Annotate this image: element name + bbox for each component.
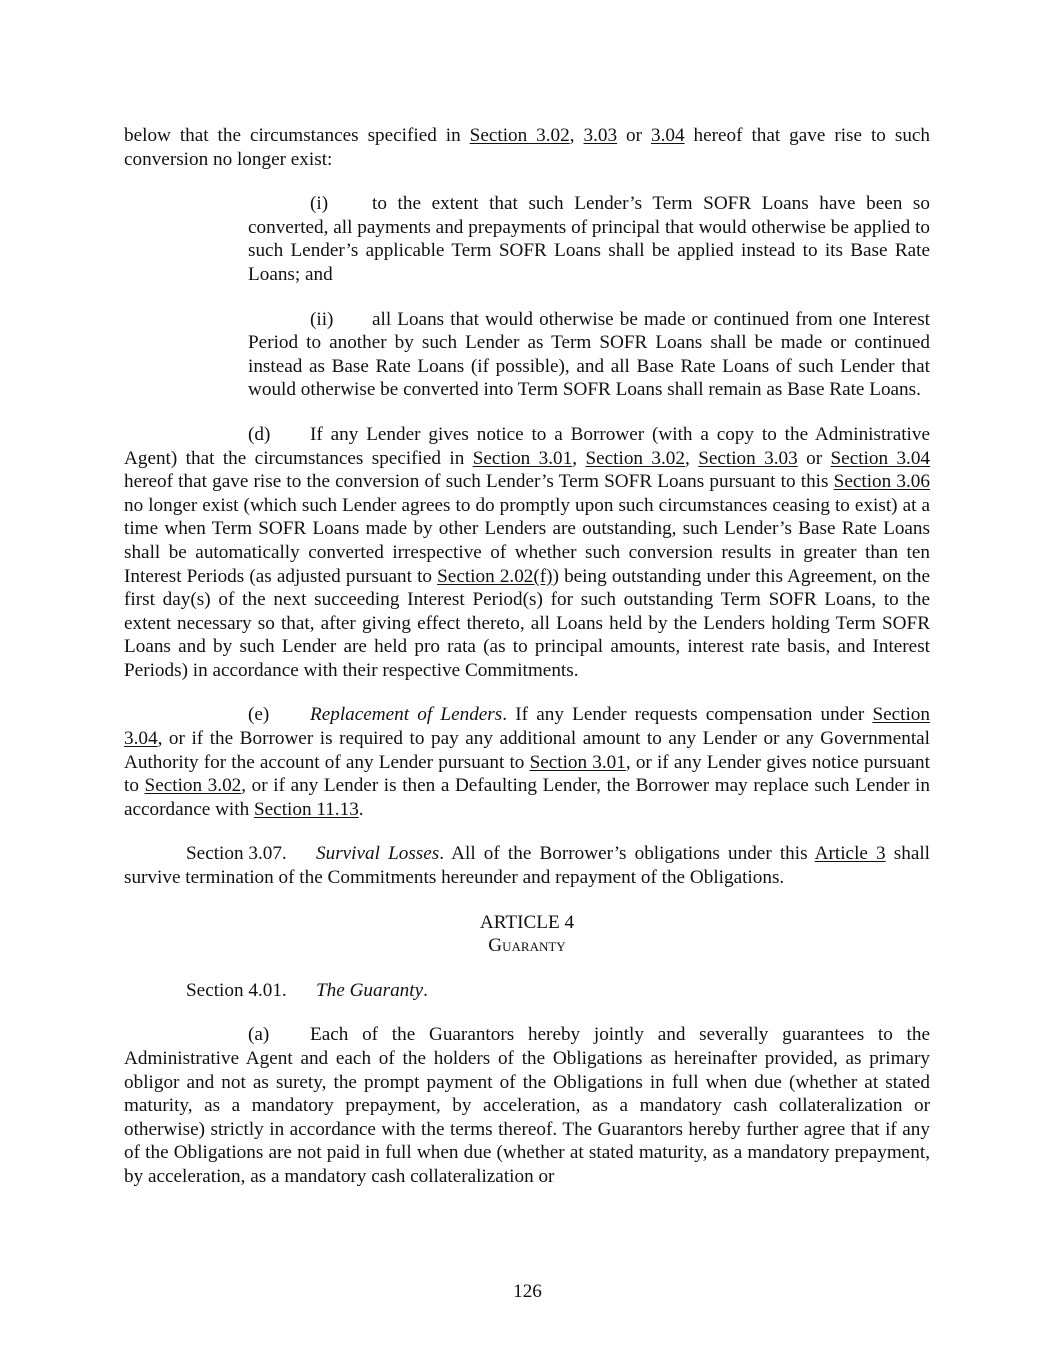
article-number: ARTICLE 4 [479,911,575,933]
paragraph-d-label: (d) [248,423,271,445]
section-3-01-ref: Section 3.01 [529,751,626,773]
section-3-07-number: Section 3.07. [186,843,287,865]
paragraph-a-label: (a) [248,1024,270,1046]
section-3-01-ref: Section 3.01 [472,447,573,469]
section-3-02-ref: Section 3.02 [144,775,242,797]
article-title: Guaranty [488,935,566,957]
item-ii-label: (ii) [310,308,334,330]
section-3-07-paragraph: Section 3.07. Survival Losses. All of the Borrower’s obligations under this Article 3 shall survive termination of the Commitments hereunder and repayment of the Obligations. [124,843,931,889]
section-3-04-ref: Section 3.04 [124,704,930,750]
item-i-label: (i) [310,193,329,215]
page-number: 126 [513,1281,542,1302]
paragraph-e-label: (e) [248,704,270,726]
article-3-ref: Article 3 [814,843,886,865]
section-3-04-ref: Section 3.04 [830,447,931,469]
section-3-07-heading: Survival Losses [316,843,440,865]
section-4-01-number: Section 4.01. [186,979,287,1001]
paragraph-e-heading: Replacement of Lenders [310,704,503,726]
document-page [124,124,930,1189]
section-3-02-ref: Section 3.02 [469,125,570,146]
paragraph-d: (d) If any Lender gives notice to a Borrower (with a copy to the Administrative Agent) that the circumstances specified in Section 3.01, Section 3.02, Section 3.03 or Section 3.04 hereof that gave rise to the conversion of such Lender’s Term SOFR Loans pursuant to this Section 3.06 no longer exist (which such Lender agrees to do promptly upon such circumstances ceasing to exist) at a time when Term SOFR Loans made by other Lenders are outstanding, such Lender’s Base Rate Loans shall be automatically converted irrespective of whether such conversion results in greater than ten Interest Periods (as adjusted pursuant to Section 2.02(f)) being outstanding under this Agreement, on the first day(s) of the next succeeding Interest Period(s) for such outstanding Term SOFR Loans, to the extent necessary so that, after giving effect thereto, all Loans held by the Lenders holding Term SOFR Loans and by such Lender are held pro rata (as to principal amounts, interest rate basis, and Interest Periods) in accordance with their respective Commitments. [124,423,931,681]
paragraph-a: (a) Each of the Guarantors hereby jointly and severally guarantees to the Administrative Agent and each of the holders of the Obligations as hereinafter provided, as primary obligor and not as surety, the prompt payment of the Obligations in full when due (whether at stated maturity, as a mandatory prepayment, by acceleration, as a mandatory cash collateralization or otherwise) strictly in accordance with the terms thereof. The Guarantors hereby further agree that if any of the Obligations are not paid in full when due (whether at stated maturity, as a mandatory prepayment, by acceleration, as a mandatory cash collateralization or [124,1024,930,1187]
section-4-01-heading: The Guaranty [316,979,424,1001]
item-i-paragraph: (i) to the extent that such Lender’s Term SOFR Loans have been so converted, all payments and prepayments of principal that would otherwise be applied to such Lender’s applicable Term SOFR Loans shall be applied instead to its Base Rate Loans; and [248,193,930,285]
item-ii-paragraph: (ii) all Loans that would otherwise be made or continued from one Interest Period to another by such Lender as Term SOFR Loans shall be made or continued instead as Base Rate Loans (if possible), and all Base Rate Loans of such Lender that would otherwise be converted into Term SOFR Loans shall remain as Base Rate Loans. [248,308,930,401]
section-3-03-ref: Section 3.03 [698,447,798,469]
section-11-13-ref: Section 11.13 [253,798,359,820]
section-3-03-ref: 3.03 [583,125,618,146]
section-3-06-ref: Section 3.06 [833,471,930,493]
intro-paragraph: below that the circumstances specified in Section 3.02, 3.03 or 3.04 hereof that gave rise to such conversion no longer exist: [124,125,931,170]
section-3-04-ref: 3.04 [650,125,685,146]
paragraph-e: (e) Replacement of Lenders. If any Lender requests compensation under Section 3.04, or if the Borrower is required to pay any additional amount to any Lender or any Governmental Authority for the account of any Lender pursuant to Section 3.01, or if any Lender gives notice pursuant to Section 3.02, or if any Lender is then a Defaulting Lender, the Borrower may replace such Lender in accordance with Section 11.13. [124,704,930,820]
section-4-01-heading-line: Section 4.01. The Guaranty. [186,979,428,1001]
section-2-02f-ref: Section 2.02(f) [437,565,553,587]
section-3-02-ref: Section 3.02 [585,447,685,469]
